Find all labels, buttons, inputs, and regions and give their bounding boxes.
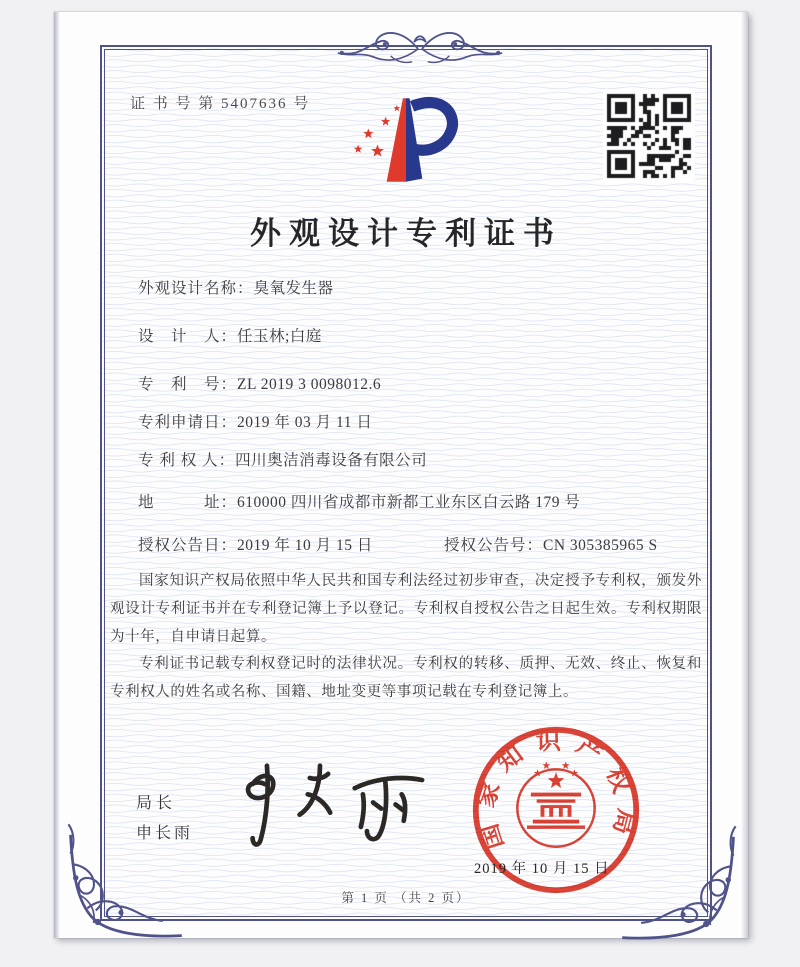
field-value: 2019 年 10 月 15 日 [237,537,373,554]
field-patent-number [138,372,381,394]
certificate-title: 外观设计专利证书 [250,216,562,251]
certificate-paper [54,12,748,938]
field-value: 臭氧发生器 [253,280,334,297]
commissioner-signature [222,752,467,857]
field-patentee [138,448,427,470]
page-number: 第 1 页 （共 2 页） [341,891,471,905]
field-value: CN 305385965 S [543,537,658,554]
cnipa-logo-icon [350,86,462,200]
field-label: 授权公告号： [444,537,544,554]
field-value: 2019 年 03 月 11 日 [237,414,373,431]
top-border-ornament [332,22,508,76]
field-grant-date [138,533,658,555]
field-label: 授权公告日： [138,537,238,554]
certificate-number: 证 书 号 第 5407636 号 [130,96,311,112]
field-label: 外观设计名称： [138,280,254,297]
field-label: 专利申请日： [138,414,238,431]
field-label: 专 利 号： [138,376,238,393]
field-designer [138,324,322,346]
field-label: 专 利 权 人： [138,452,236,469]
legal-paragraph-2: 专利证书记载专利权登记时的法律状况。专利权的转移、质押、无效、终止、恢复和专利权人的姓名或名称、国籍、地址变更等事项记载在专利登记簿上。 [110,656,702,701]
field-value: 四川奥洁消毒设备有限公司 [235,452,428,469]
svg-text:国家知识产权局 [472,729,639,852]
commissioner-name: 申长雨 [136,825,194,842]
field-design-name [138,276,334,298]
legal-paragraph-1: 国家知识产权局依照中华人民共和国专利法经过初步审查，决定授予专利权，颁发外观设计专利证书并在专利登记簿上予以登记。专利权自授权公告之日起生效。专利权期限为十年，自申请日起算。 [110,573,702,645]
qr-code [603,90,695,182]
field-value: ZL 2019 3 0098012.6 [237,376,382,393]
seal-agency-text: 国家知识产权局 [473,728,640,853]
seal-emblem-gate [527,793,585,829]
field-grant-number [444,533,658,555]
field-label: 设 计 人： [138,328,238,345]
seal-date: 2019 年 10 月 15 日 [474,861,610,877]
commissioner-title: 局长 [136,795,177,812]
field-value: 任玉林;白庭 [237,328,322,345]
field-filing-date [138,410,372,432]
field-label: 地 址： [138,494,238,511]
legal-text [110,568,702,707]
field-address [138,490,580,512]
field-value: 610000 四川省成都市新都工业东区白云路 179 号 [237,494,581,511]
